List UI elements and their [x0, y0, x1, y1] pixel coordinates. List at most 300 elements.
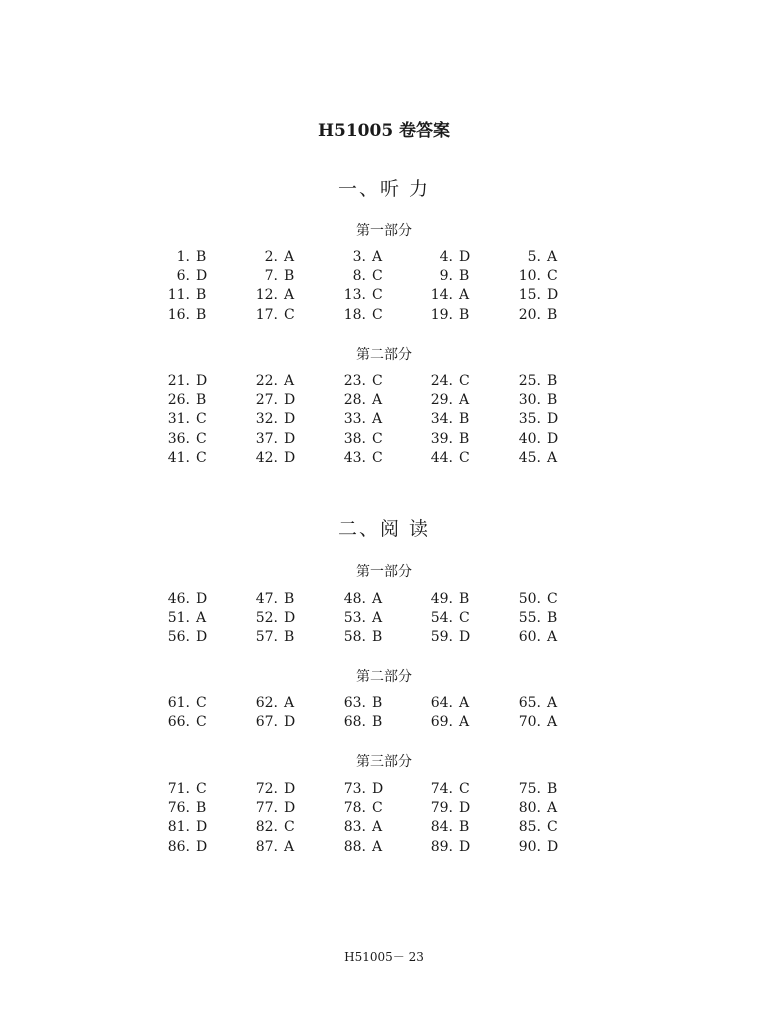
answer-letter: C — [284, 306, 295, 323]
question-number: 54. — [430, 610, 453, 627]
answer-item — [150, 449, 220, 468]
answer-letter: B — [284, 629, 295, 646]
answer-letter: A — [372, 591, 383, 607]
question-number: 65. — [518, 695, 541, 711]
answer-letter: A — [284, 287, 295, 304]
answer-letter: C — [196, 411, 207, 428]
answer-item — [150, 372, 220, 391]
answer-letter: D — [284, 800, 296, 817]
question-number: 83. — [343, 819, 366, 836]
question-number: 40. — [518, 430, 541, 447]
answer-item — [238, 430, 308, 449]
answer-letter: B — [372, 714, 383, 731]
answer-item — [150, 248, 220, 267]
question-number: 61. — [167, 695, 190, 711]
answer-item — [501, 430, 571, 449]
question-number: 68. — [343, 714, 366, 731]
answer-letter: A — [459, 695, 470, 711]
answer-letter: B — [284, 591, 295, 607]
answer-row — [150, 391, 590, 410]
section-heading-listening: 一、听 力 — [337, 178, 431, 200]
answer-item — [413, 391, 483, 410]
answer-item — [413, 267, 483, 286]
answer-letter: A — [459, 287, 470, 304]
answer-letter: D — [196, 819, 208, 836]
answer-row — [150, 713, 590, 732]
answer-item — [238, 628, 308, 647]
question-number: 33. — [343, 411, 366, 428]
answer-letter: A — [284, 695, 295, 711]
answer-item — [413, 286, 483, 305]
question-number: 7. — [264, 268, 278, 285]
answer-letter: C — [372, 287, 383, 304]
answer-item — [150, 713, 220, 732]
answer-letter: B — [547, 392, 558, 409]
question-number: 23. — [343, 373, 366, 389]
question-number: 80. — [518, 800, 541, 817]
question-number: 90. — [518, 838, 541, 855]
answer-letter: C — [196, 430, 207, 447]
question-number: 8. — [352, 268, 366, 285]
answer-grid-listening-2 — [150, 372, 590, 468]
answer-letter: A — [372, 249, 383, 265]
answer-letter: B — [459, 411, 470, 428]
question-number: 28. — [343, 392, 366, 409]
answer-item — [150, 590, 220, 609]
answer-item — [150, 306, 220, 325]
answer-item — [501, 713, 571, 732]
answer-letter: A — [284, 249, 295, 265]
answer-item — [238, 248, 308, 267]
answer-letter: A — [459, 714, 470, 731]
answer-letter: D — [284, 714, 296, 731]
question-number: 87. — [255, 838, 278, 855]
answer-grid-reading-3 — [150, 780, 590, 857]
answer-item — [326, 286, 396, 305]
answer-letter: B — [547, 373, 558, 389]
answer-letter: D — [547, 430, 559, 447]
answer-letter: D — [459, 838, 471, 855]
part-label-reading-2: 第二部分 — [356, 669, 412, 685]
answer-item — [413, 410, 483, 429]
answer-item — [501, 609, 571, 628]
question-number: 77. — [255, 800, 278, 817]
question-number: 22. — [255, 373, 278, 389]
answer-letter: D — [196, 838, 208, 855]
question-number: 56. — [167, 629, 190, 646]
answer-row — [150, 430, 590, 449]
answer-item — [326, 838, 396, 857]
answer-letter: A — [372, 838, 383, 855]
answer-item — [238, 818, 308, 837]
answer-item — [413, 780, 483, 799]
answer-letter: D — [459, 249, 471, 265]
question-number: 27. — [255, 392, 278, 409]
question-number: 89. — [430, 838, 453, 855]
answer-row — [150, 838, 590, 857]
answer-item — [238, 372, 308, 391]
answer-letter: C — [459, 373, 470, 389]
answer-item — [501, 628, 571, 647]
answer-item — [238, 449, 308, 468]
answer-item — [413, 694, 483, 713]
answer-item — [238, 780, 308, 799]
question-number: 53. — [343, 610, 366, 627]
answer-row — [150, 306, 590, 325]
answer-item — [150, 410, 220, 429]
answer-letter: D — [284, 449, 296, 466]
question-number: 29. — [430, 392, 453, 409]
question-number: 70. — [518, 714, 541, 731]
question-number: 67. — [255, 714, 278, 731]
answer-letter: B — [196, 800, 207, 817]
question-number: 64. — [430, 695, 453, 711]
answer-item — [413, 628, 483, 647]
answer-letter: B — [459, 430, 470, 447]
question-number: 57. — [255, 629, 278, 646]
question-number: 69. — [430, 714, 453, 731]
question-number: 5. — [527, 249, 541, 265]
question-number: 26. — [167, 392, 190, 409]
answer-item — [501, 838, 571, 857]
answer-item — [150, 799, 220, 818]
question-number: 66. — [167, 714, 190, 731]
answer-item — [501, 267, 571, 286]
answer-grid-listening-1 — [150, 248, 590, 325]
question-number: 25. — [518, 373, 541, 389]
question-number: 51. — [167, 610, 190, 627]
answer-item — [150, 628, 220, 647]
answer-letter: C — [284, 819, 295, 836]
section-heading-reading: 二、阅 读 — [337, 518, 431, 540]
part-label-reading-3: 第三部分 — [356, 754, 412, 770]
question-number: 18. — [343, 306, 366, 323]
answer-letter: C — [547, 819, 558, 836]
question-number: 24. — [430, 373, 453, 389]
question-number: 20. — [518, 306, 541, 323]
answer-item — [150, 286, 220, 305]
answer-item — [238, 713, 308, 732]
answer-item — [326, 818, 396, 837]
answer-item — [413, 430, 483, 449]
answer-letter: A — [372, 392, 383, 409]
question-number: 31. — [167, 411, 190, 428]
answer-item — [326, 609, 396, 628]
answer-letter: C — [372, 800, 383, 817]
question-number: 45. — [518, 449, 541, 466]
answer-letter: C — [196, 449, 207, 466]
answer-letter: D — [459, 629, 471, 646]
answer-item — [413, 818, 483, 837]
answer-letter: B — [372, 629, 383, 646]
answer-item — [501, 449, 571, 468]
answer-grid-reading-1 — [150, 590, 590, 648]
question-number: 79. — [430, 800, 453, 817]
question-number: 49. — [430, 591, 453, 607]
answer-item — [501, 248, 571, 267]
answer-letter: C — [547, 268, 558, 285]
question-number: 72. — [255, 781, 278, 797]
answer-item — [326, 590, 396, 609]
question-number: 2. — [264, 249, 278, 265]
question-number: 46. — [167, 591, 190, 607]
answer-row — [150, 267, 590, 286]
answer-letter: D — [547, 838, 559, 855]
answer-item — [501, 818, 571, 837]
answer-item — [150, 694, 220, 713]
part-label-reading-1: 第一部分 — [356, 564, 412, 580]
answer-letter: A — [547, 629, 558, 646]
answer-letter: C — [459, 449, 470, 466]
answer-row — [150, 248, 590, 267]
question-number: 34. — [430, 411, 453, 428]
answer-item — [150, 780, 220, 799]
answer-letter: C — [196, 714, 207, 731]
answer-letter: B — [196, 287, 207, 304]
answer-letter: C — [372, 430, 383, 447]
answer-row — [150, 590, 590, 609]
answer-item — [501, 410, 571, 429]
answer-item — [238, 267, 308, 286]
answer-letter: D — [196, 629, 208, 646]
answer-letter: C — [459, 610, 470, 627]
answer-letter: C — [372, 306, 383, 323]
question-number: 10. — [518, 268, 541, 285]
answer-item — [238, 609, 308, 628]
question-number: 88. — [343, 838, 366, 855]
answer-item — [150, 609, 220, 628]
part-label-listening-1: 第一部分 — [356, 223, 412, 239]
answer-item — [238, 838, 308, 857]
answer-letter: D — [284, 411, 296, 428]
answer-letter: D — [284, 610, 296, 627]
answer-row — [150, 818, 590, 837]
answer-letter: A — [284, 373, 295, 389]
answer-item — [238, 391, 308, 410]
answer-item — [326, 306, 396, 325]
question-number: 30. — [518, 392, 541, 409]
question-number: 43. — [343, 449, 366, 466]
answer-item — [238, 590, 308, 609]
answer-letter: D — [284, 781, 296, 797]
question-number: 73. — [343, 781, 366, 797]
answer-row — [150, 449, 590, 468]
question-number: 59. — [430, 629, 453, 646]
question-number: 55. — [518, 610, 541, 627]
answer-letter: D — [196, 373, 208, 389]
question-number: 44. — [430, 449, 453, 466]
answer-item — [413, 799, 483, 818]
part-label-listening-2: 第二部分 — [356, 347, 412, 363]
answer-item — [413, 306, 483, 325]
answer-item — [238, 286, 308, 305]
question-number: 36. — [167, 430, 190, 447]
answer-item — [501, 286, 571, 305]
answer-row — [150, 780, 590, 799]
answer-item — [413, 372, 483, 391]
answer-item — [501, 391, 571, 410]
answer-grid-reading-2 — [150, 694, 590, 732]
question-number: 48. — [343, 591, 366, 607]
answer-letter: C — [372, 373, 383, 389]
question-number: 42. — [255, 449, 278, 466]
answer-letter: C — [196, 781, 207, 797]
answer-letter: A — [547, 714, 558, 731]
question-number: 17. — [255, 306, 278, 323]
answer-item — [238, 410, 308, 429]
answer-letter: A — [372, 819, 383, 836]
answer-item — [326, 780, 396, 799]
answer-item — [326, 449, 396, 468]
answer-letter: A — [547, 695, 558, 711]
page-footer: H51005－ 23 — [344, 950, 424, 964]
question-number: 3. — [352, 249, 366, 265]
document-title: H51005 卷答案 — [317, 121, 451, 141]
answer-row — [150, 410, 590, 429]
answer-letter: A — [459, 392, 470, 409]
question-number: 81. — [167, 819, 190, 836]
answer-item — [150, 838, 220, 857]
answer-letter: A — [547, 449, 558, 466]
question-number: 13. — [343, 287, 366, 304]
question-number: 35. — [518, 411, 541, 428]
answer-letter: D — [547, 411, 559, 428]
question-number: 50. — [518, 591, 541, 607]
question-number: 11. — [167, 287, 190, 304]
answer-row — [150, 694, 590, 713]
answer-letter: B — [459, 819, 470, 836]
answer-letter: D — [196, 591, 208, 607]
answer-item — [238, 694, 308, 713]
answer-letter: C — [459, 781, 470, 797]
answer-letter: A — [547, 249, 558, 265]
question-number: 62. — [255, 695, 278, 711]
question-number: 37. — [255, 430, 278, 447]
question-number: 78. — [343, 800, 366, 817]
answer-item — [413, 590, 483, 609]
question-number: 32. — [255, 411, 278, 428]
answer-item — [326, 713, 396, 732]
answer-letter: D — [372, 781, 384, 797]
question-number: 4. — [439, 249, 453, 265]
answer-item — [501, 306, 571, 325]
answer-letter: D — [284, 392, 296, 409]
question-number: 15. — [518, 287, 541, 304]
answer-row — [150, 372, 590, 391]
answer-letter: B — [547, 781, 558, 797]
answer-letter: B — [372, 695, 383, 711]
answer-item — [413, 449, 483, 468]
answer-letter: B — [284, 268, 295, 285]
question-number: 1. — [176, 249, 190, 265]
answer-letter: A — [196, 610, 207, 627]
answer-item — [501, 799, 571, 818]
answer-letter: B — [459, 268, 470, 285]
answer-letter: B — [196, 306, 207, 323]
answer-row — [150, 628, 590, 647]
question-number: 58. — [343, 629, 366, 646]
answer-item — [150, 267, 220, 286]
answer-letter: D — [547, 287, 559, 304]
question-number: 39. — [430, 430, 453, 447]
answer-item — [326, 248, 396, 267]
answer-item — [326, 372, 396, 391]
question-number: 41. — [167, 449, 190, 466]
answer-item — [150, 391, 220, 410]
answer-letter: B — [547, 610, 558, 627]
question-number: 76. — [167, 800, 190, 817]
question-number: 71. — [167, 781, 190, 797]
answer-letter: D — [196, 268, 208, 285]
answer-item — [501, 780, 571, 799]
question-number: 38. — [343, 430, 366, 447]
answer-item — [413, 609, 483, 628]
question-number: 19. — [430, 306, 453, 323]
question-number: 16. — [167, 306, 190, 323]
answer-letter: D — [459, 800, 471, 817]
question-number: 86. — [167, 838, 190, 855]
question-number: 75. — [518, 781, 541, 797]
answer-letter: B — [459, 591, 470, 607]
answer-letter: B — [547, 306, 558, 323]
question-number: 60. — [518, 629, 541, 646]
question-number: 12. — [255, 287, 278, 304]
question-number: 63. — [343, 695, 366, 711]
answer-letter: B — [196, 392, 207, 409]
answer-item — [238, 799, 308, 818]
question-number: 84. — [430, 819, 453, 836]
question-number: 21. — [167, 373, 190, 389]
answer-item — [326, 267, 396, 286]
answer-item — [326, 410, 396, 429]
answer-item — [501, 590, 571, 609]
question-number: 6. — [176, 268, 190, 285]
answer-letter: C — [372, 268, 383, 285]
answer-letter: A — [372, 610, 383, 627]
answer-letter: B — [459, 306, 470, 323]
answer-item — [238, 306, 308, 325]
question-number: 52. — [255, 610, 278, 627]
answer-item — [326, 799, 396, 818]
answer-item — [501, 372, 571, 391]
answer-item — [150, 430, 220, 449]
answer-row — [150, 609, 590, 628]
question-number: 14. — [430, 287, 453, 304]
answer-item — [413, 248, 483, 267]
answer-letter: A — [284, 838, 295, 855]
answer-item — [501, 694, 571, 713]
answer-letter: C — [547, 591, 558, 607]
answer-letter: D — [284, 430, 296, 447]
answer-item — [326, 391, 396, 410]
answer-row — [150, 286, 590, 305]
answer-item — [150, 818, 220, 837]
answer-letter: C — [372, 449, 383, 466]
question-number: 9. — [439, 268, 453, 285]
answer-item — [326, 430, 396, 449]
answer-letter: A — [547, 800, 558, 817]
answer-letter: A — [372, 411, 383, 428]
answer-item — [413, 838, 483, 857]
answer-row — [150, 799, 590, 818]
answer-item — [326, 628, 396, 647]
answer-letter: C — [196, 695, 207, 711]
question-number: 47. — [255, 591, 278, 607]
answer-letter: B — [196, 249, 207, 265]
answer-item — [326, 694, 396, 713]
question-number: 82. — [255, 819, 278, 836]
question-number: 85. — [518, 819, 541, 836]
